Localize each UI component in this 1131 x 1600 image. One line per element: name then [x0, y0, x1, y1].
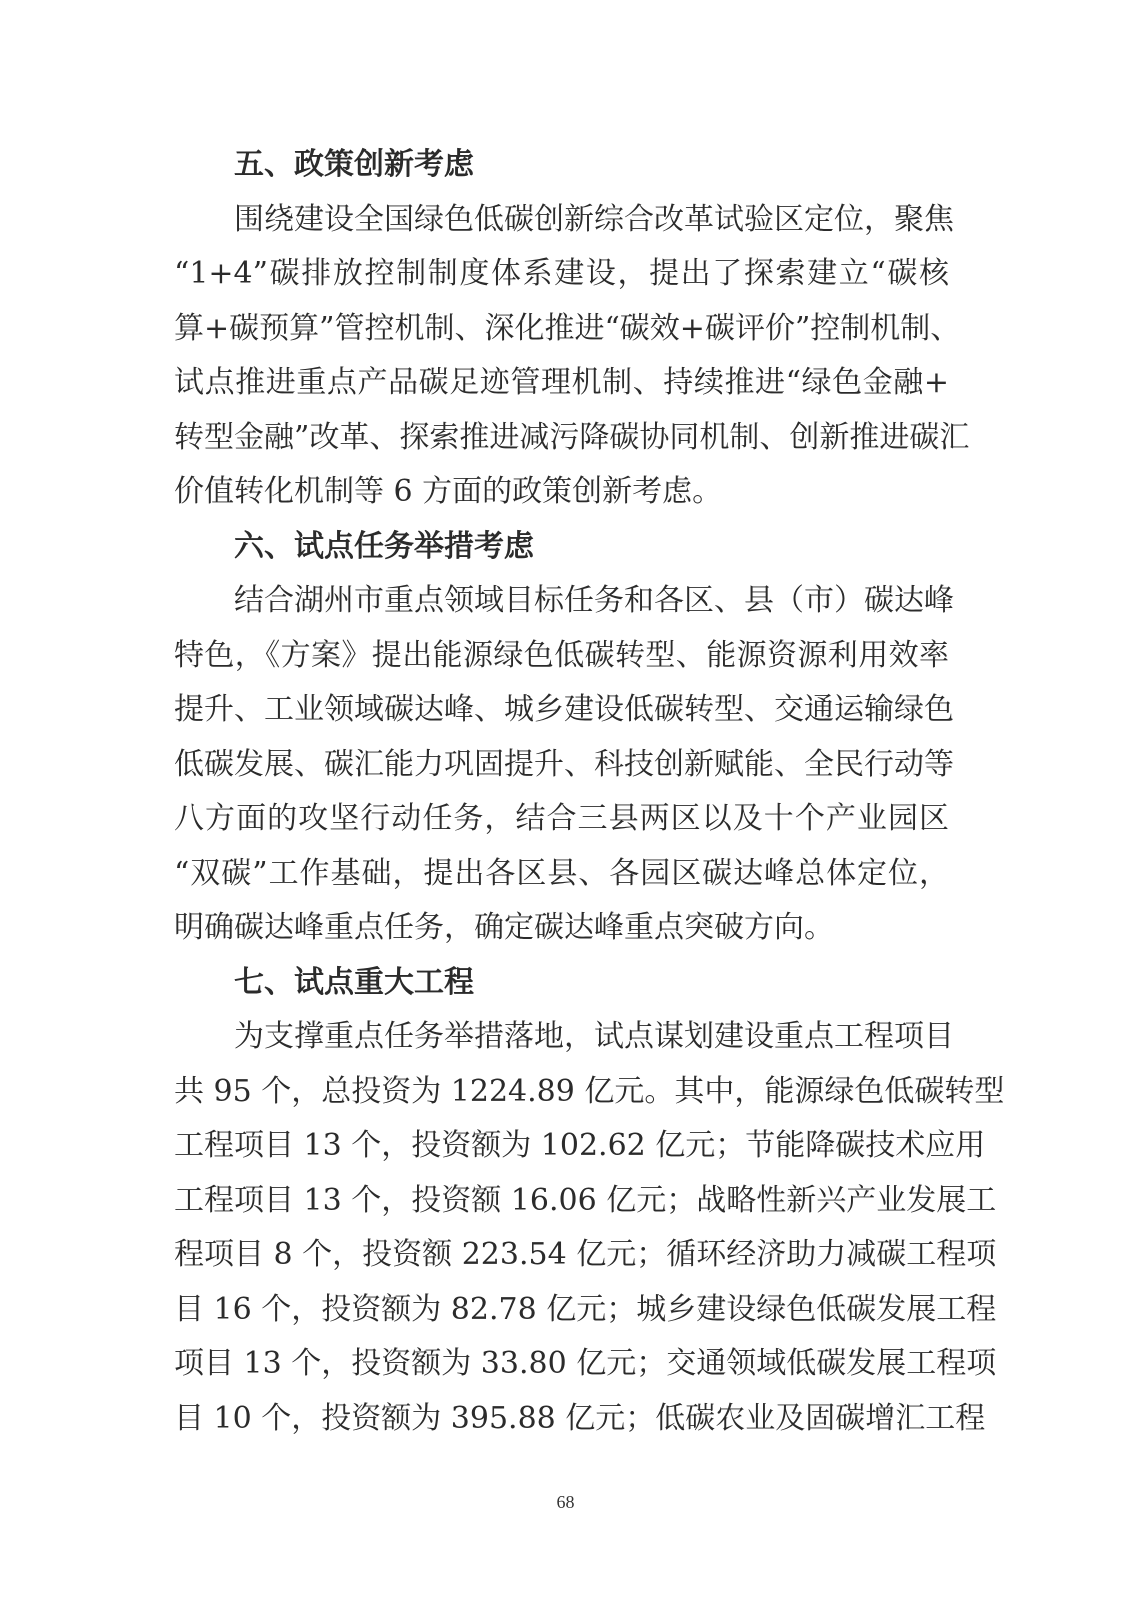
page-number: 68 — [556, 1492, 575, 1512]
paragraph-line: “1+4”碳排放控制制度体系建设，提出了探索建立“碳核 — [174, 256, 949, 291]
paragraph-line: 工程项目 13 个，投资额 16.06 亿元；战略性新兴产业发展工 — [174, 1182, 997, 1218]
paragraph-line: 项目 13 个，投资额为 33.80 亿元；交通领域低碳发展工程项 — [174, 1346, 997, 1381]
paragraph-line: 低碳发展、碳汇能力巩固提升、科技创新赋能、全民行动等 — [174, 746, 954, 782]
paragraph-line: 明确碳达峰重点任务，确定碳达峰重点突破方向。 — [174, 910, 834, 945]
paragraph-line: 提升、工业领域碳达峰、城乡建设低碳转型、交通运输绿色 — [174, 692, 954, 727]
paragraph-line: 结合湖州市重点领域目标任务和各区、县（市）碳达峰 — [174, 583, 954, 618]
section-heading: 七、试点重大工程 — [234, 964, 474, 1000]
paragraph-line: 八方面的攻坚行动任务，结合三县两区以及十个产业园区 — [174, 801, 949, 836]
paragraph-line: 转型金融”改革、探索推进减污降碳协同机制、创新推进碳汇 — [174, 419, 970, 455]
paragraph-line: 目 10 个，投资额为 395.88 亿元；低碳农业及固碳增汇工程 — [174, 1400, 986, 1436]
paragraph-line: 目 16 个，投资额为 82.78 亿元；城乡建设绿色低碳发展工程 — [174, 1291, 997, 1327]
section-heading: 六、试点任务举措考虑 — [234, 528, 534, 564]
document-body — [174, 138, 1005, 1446]
paragraph-line: 为支撑重点任务举措落地，试点谋划建设重点工程项目 — [174, 1019, 954, 1054]
paragraph-line: 试点推进重点产品碳足迹管理机制、持续推进“绿色金融+ — [174, 365, 949, 400]
paragraph-line: “双碳”工作基础，提出各区县、各园区碳达峰总体定位， — [174, 855, 949, 891]
paragraph-line: 工程项目 13 个，投资额为 102.62 亿元；节能降碳技术应用 — [174, 1128, 986, 1163]
paragraph-line: 算+碳预算”管控机制、深化推进“碳效+碳评价”控制机制、 — [174, 310, 961, 346]
paragraph-line: 程项目 8 个，投资额 223.54 亿元；循环经济助力减碳工程项 — [174, 1237, 997, 1272]
paragraph-line: 围绕建设全国绿色低碳创新综合改革试验区定位，聚焦 — [174, 201, 954, 237]
paragraph-line: 价值转化机制等 6 方面的政策创新考虑。 — [174, 474, 723, 509]
paragraph-line: 共 95 个，总投资为 1224.89 亿元。其中，能源绿色低碳转型 — [174, 1073, 1005, 1109]
paragraph-line: 特色，《方案》提出能源绿色低碳转型、能源资源利用效率 — [174, 637, 949, 673]
section-heading: 五、政策创新考虑 — [234, 147, 474, 182]
